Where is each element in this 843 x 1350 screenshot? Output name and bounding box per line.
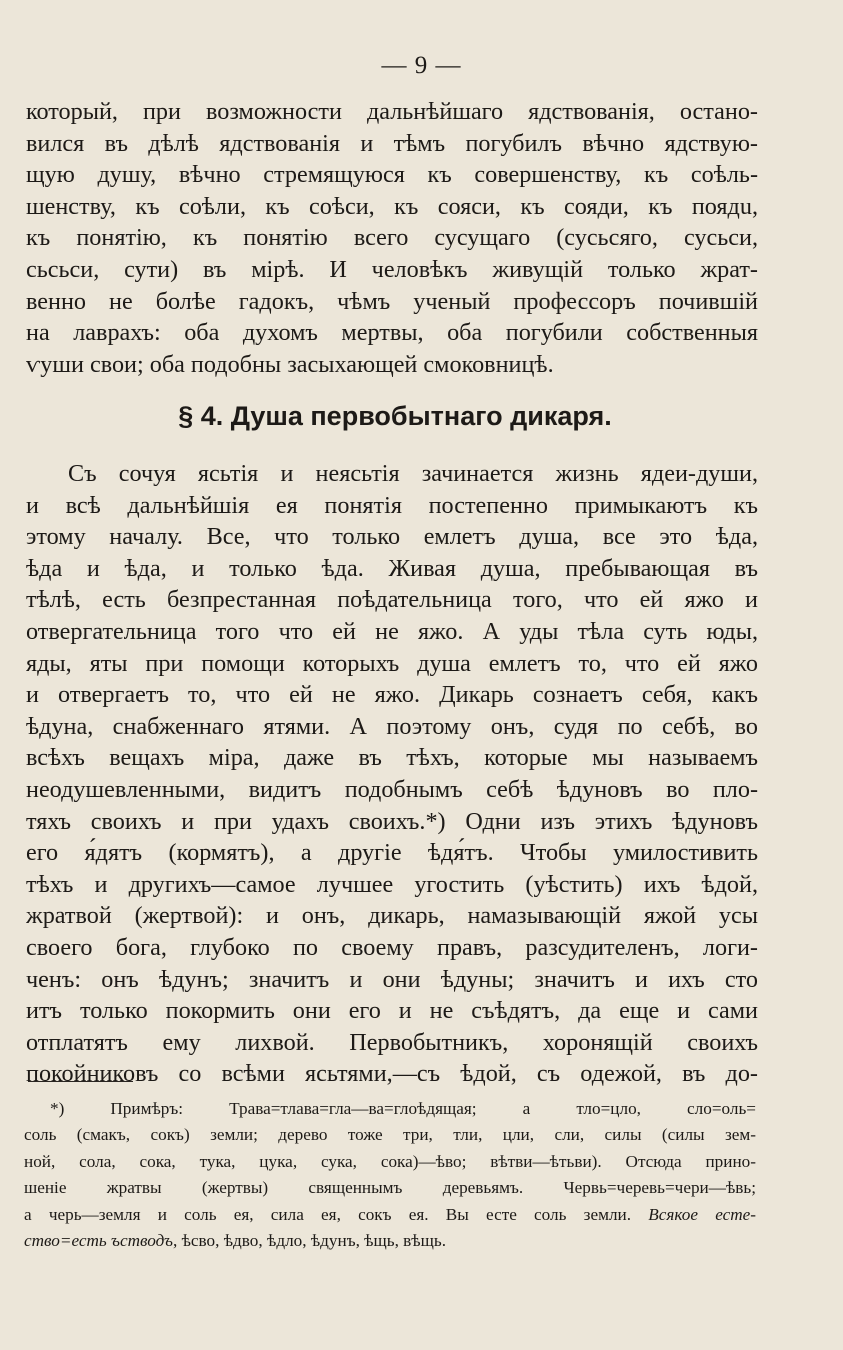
text-line: яды, яты при помощи которыхъ душа емлетъ то, что ей яжо: [26, 649, 758, 677]
text-line: этому началу. Все, что только емлетъ душа, все это ѣда,: [26, 523, 758, 551]
text-line: отвергательница того что ей не яжо. А уды тѣла суть юды,: [26, 617, 758, 645]
footnote-line: [24, 1202, 756, 1228]
footnote-text: а черь—земля и соль ея, сила ея, сокъ ея. Вы есте соль земли.: [24, 1204, 632, 1224]
section-paragraph: [26, 458, 758, 1090]
footnote-line: *) Примѣръ: Трава=тлава=гла—ва=глоѣдящая; а тло=цло, сло=оль=: [50, 1099, 756, 1118]
text-line: покойниковъ со всѣми ясьтями,—съ ѣдой, съ одежой, въ до-: [26, 1060, 758, 1088]
text-line: на лаврахъ: оба духомъ мертвы, оба погубили собственныя: [26, 319, 758, 347]
section-heading: § 4. Душа первобытнаго дикаря.: [178, 401, 612, 431]
text-line: венно не болѣе гадокъ, чѣмъ ученый профессоръ почившій: [26, 287, 758, 315]
text-line: и всѣ дальнѣйшія ея понятія постепенно примыкаютъ къ: [26, 491, 758, 519]
text-line: своего бога, глубоко по своему правъ, разсудителенъ, логи-: [26, 933, 758, 961]
text-line: тяхъ своихъ и при удахъ своихъ.*) Одни изъ этихъ ѣдуновъ: [26, 807, 758, 835]
text-line: щую душу, вѣчно стремящуюся къ совершенству, къ соѣль-: [26, 161, 758, 189]
footnote-line: [24, 1228, 756, 1254]
footnote-line: ной, сола, сока, тука, цука, сука, сока)—ѣво; вѣтви—ѣтьви). Отсюда прино-: [24, 1151, 756, 1171]
text-line: который, при возможности дальнѣйшаго ядствованія, остано-: [26, 98, 758, 125]
footnote-italic-text: ство=есть ъстводъ: [24, 1230, 173, 1250]
text-line: тѣлѣ, есть безпрестанная поѣдательница того, что ей яжо и: [26, 586, 758, 614]
text-line: жратвой (жертвой): и онъ, дикарь, намазывающій яжой усы: [26, 902, 758, 930]
footnote-line: соль (смакъ, сокъ) земли; дерево тоже три, тли, цли, сли, силы (силы зем-: [24, 1125, 756, 1145]
paragraph-continued: [26, 96, 758, 380]
text-line: ѣда и ѣда, и только ѣда. Живая душа, пребывающая въ: [26, 554, 758, 582]
text-line: вился въ дѣлѣ ядствованія и тѣмъ погубилъ вѣчно ядствую-: [26, 129, 758, 157]
text-line: неодушевленными, видитъ подобнымъ себѣ ѣдуновъ во пло-: [26, 775, 758, 803]
text-line: всѣхъ вещахъ міра, даже въ тѣхъ, которые мы называемъ: [26, 744, 758, 772]
page-number: — 9 —: [381, 52, 462, 79]
text-line: Съ сочуя ясьтія и неясьтія зачинается жизнь ядеи-души,: [68, 460, 758, 487]
text-line: ченъ: онъ ѣдунъ; значитъ и они ѣдуны; значитъ и ихъ сто: [26, 965, 758, 993]
text-line: отплатятъ ему лихвой. Первобытникъ, хоронящій своихъ: [26, 1028, 758, 1056]
text-line: ѵуши свои; оба подобны засыхающей смоковницѣ.: [26, 350, 554, 378]
footnote-line: шеніе жратвы (жертвы) священнымъ деревьямъ. Червь=черевь=чери—ѣвь;: [24, 1178, 756, 1198]
text-line: тѣхъ и другихъ—самое лучшее угостить (уѣстить) ихъ ѣдой,: [26, 870, 758, 898]
text-line: и отвергаетъ то, что ей не яжо. Дикарь сознаетъ себя, какъ: [26, 681, 758, 709]
footnote-text: , ѣсво, ѣдво, ѣдло, ѣдунъ, ѣщь, вѣщь.: [172, 1230, 446, 1250]
footnote-divider: [28, 1081, 133, 1082]
text-line: къ понятію, къ понятію всего сусущаго (сусьсяго, сусьси,: [26, 224, 758, 252]
footnote-italic-text: Всякое есте-: [648, 1204, 756, 1224]
text-line: сьсьси, сути) въ мірѣ. И человѣкъ живущій только жрат-: [26, 255, 758, 283]
text-line: итъ только покормить они его и не съѣдятъ, да еще и сами: [26, 997, 758, 1025]
text-line: его я́дятъ (кормятъ), а другіе ѣдя́тъ. Чтобы умилостивить: [26, 839, 758, 867]
footnote: [24, 1096, 756, 1254]
text-line: шенству, къ соѣли, къ соѣси, къ сояси, къ сояди, къ поядu,: [26, 192, 758, 220]
text-line: ѣдуна, снабженнаго ятями. А поэтому онъ, судя по себѣ, во: [26, 712, 758, 740]
